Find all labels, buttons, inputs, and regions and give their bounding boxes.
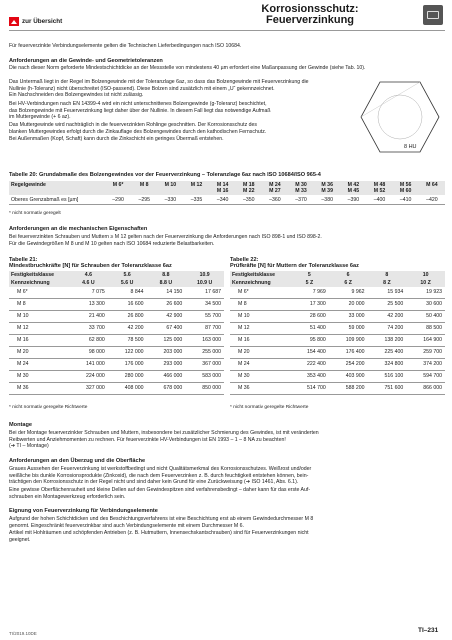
table21 <box>9 271 224 395</box>
table-header: 4.6 U <box>69 279 108 287</box>
table20-col-header: M 56 M 60 <box>393 181 419 195</box>
table-cell: –350 <box>236 195 262 205</box>
section4-p5: schrauben ein Montagewerkzeug erforderlich sein. <box>9 493 126 500</box>
table20-col-header: M 6* <box>105 181 131 195</box>
table-cell: 255 000 <box>185 347 224 359</box>
table-cell: 42 900 <box>147 311 186 323</box>
table-cell: 42 200 <box>108 323 147 335</box>
table-cell: 176 400 <box>329 347 368 359</box>
table-cell: –380 <box>314 195 340 205</box>
row-label: M 8 <box>9 299 69 311</box>
table-cell: 9 962 <box>329 287 368 299</box>
table-cell: 7 075 <box>69 287 108 299</box>
table-header: Kennzeichnung <box>230 279 290 287</box>
table-cell: 327 000 <box>69 383 108 395</box>
table-cell: 594 700 <box>406 371 445 383</box>
nut-label: 8 HU <box>404 144 417 150</box>
row-label: M 6* <box>9 287 69 299</box>
table-header: 10.9 U <box>185 279 224 287</box>
table-header: 5.6 U <box>108 279 147 287</box>
table-cell: 109 900 <box>329 335 368 347</box>
table-cell: 26 800 <box>108 311 147 323</box>
table-cell: 374 200 <box>406 359 445 371</box>
table-row <box>230 335 445 347</box>
table-cell: 19 923 <box>406 287 445 299</box>
table-header: 5 Z <box>290 279 329 287</box>
document-code: TI/2019.10DE <box>9 631 37 636</box>
home-icon <box>9 17 19 26</box>
section2-p1: Bei feuerverzinkten Schrauben und Muttern ≥ M 12 gelten nach der Feuerverzinkung die Anforderungen nach ISO 898-1 und ISO 898-2. <box>9 234 322 240</box>
table22-title-line2: Prüfkräfte [N] für Muttern der Toleranzklasse 6az <box>230 263 359 270</box>
table21-title-line1: Tabelle 21: <box>9 257 38 263</box>
section1-p2b: Nullinie (h-Toleranz) nicht überschreitet (ISO-passend). Diese Bolzen sind zusätzlich mit einem „U“ gekennzeichnet. <box>9 85 275 92</box>
row-label: M 36 <box>9 383 69 395</box>
table-cell: 17 687 <box>185 287 224 299</box>
section4-p1: Graues Aussehen der Feuerverzinkung ist werkstoffbedingt und nicht Qualitätsmerkmal des Korrosionsschutzes. Weißrost und/oder <box>9 466 312 472</box>
table-cell: 34 500 <box>185 299 224 311</box>
row-label: M 12 <box>230 323 290 335</box>
screw-icon <box>423 5 443 25</box>
table20-col-header: M 10 <box>157 181 183 195</box>
table-cell: 8 844 <box>108 287 147 299</box>
table-cell: 59 000 <box>329 323 368 335</box>
page-number: TI–231 <box>418 627 439 634</box>
section1-p4a: Das Muttergewinde wird nachträglich in die feuerverzinkten Rohlinge geschnitten. Der Korrosionsschutz des <box>9 122 257 128</box>
table20-col-header: M 12 <box>183 181 209 195</box>
table22-title-line1: Tabelle 22: <box>230 257 259 263</box>
table-header: 8.8 <box>147 271 186 279</box>
table-row <box>230 359 445 371</box>
section3-p2: Reibwerten und Anziehmomenten zu rechnen. Für feuerverzinkte HV-Verbindungen ist EN 1993 – 1 – 8 NA zu beachten! <box>9 436 286 443</box>
section1-p4b: blanken Muttergewindes erfolgt durch die Zinkauflage des Bolzengewindes durch den kathodischen Fernschutz. <box>9 128 267 135</box>
row-label: M 30 <box>230 371 290 383</box>
table-cell: 866 000 <box>406 383 445 395</box>
section-heading-mechanical: Anforderungen an die mechanischen Eigenschaften <box>9 226 148 232</box>
table-cell: 15 934 <box>368 287 407 299</box>
row-label: M 24 <box>230 359 290 371</box>
row-label: M 12 <box>9 323 69 335</box>
table-header: 8 Z <box>368 279 407 287</box>
table-header: Festigkeitsklasse <box>9 271 69 279</box>
table-cell: 408 000 <box>108 383 147 395</box>
table-cell: –360 <box>262 195 288 205</box>
table-cell: –335 <box>183 195 209 205</box>
table-cell: 25 500 <box>368 299 407 311</box>
row-label: M 16 <box>230 335 290 347</box>
table-cell: 16 600 <box>108 299 147 311</box>
table-cell: 30 600 <box>406 299 445 311</box>
table-cell: –400 <box>366 195 392 205</box>
section2-p2: Für die Gewindegrößen M 8 und M 10 gelten nach ISO 10684 reduzierte Belastbarkeiten. <box>9 241 215 247</box>
table-cell: 78 500 <box>108 335 147 347</box>
row-label: M 36 <box>230 383 290 395</box>
table-cell: –330 <box>157 195 183 205</box>
table22-body <box>230 287 445 395</box>
table-row <box>9 287 224 299</box>
table21-note: * nicht normativ geregelte Richtwerte <box>9 405 88 410</box>
section5-p2: genormt. Eingeschränkt feuerverzinkbar sind auch Verbindungselemente mit einem Durchmesser M 6. <box>9 522 244 529</box>
table-row <box>9 323 224 335</box>
page-title-line1: Korrosionsschutz: <box>261 3 359 15</box>
header-divider <box>9 30 445 31</box>
table-header: 10 <box>406 271 445 279</box>
section1-p3c: im Muttergewinde (+ 6 az). <box>9 114 71 120</box>
section1-p2a: Das Untermaß liegt in der Regel im Bolzengewinde mit der Toleranzlage 6az, so dass das Bolzengewinde mit Feuerverzinkung die <box>9 79 309 85</box>
table-header: Festigkeitsklasse <box>230 271 290 279</box>
table21-title <box>9 257 172 270</box>
section5-p1: Aufgrund der hohen Schichtdicken und des Beschichtungsverfahrens ist eine Beschichtung erst ab einem Gewindedurchmesser M 8 <box>9 516 314 522</box>
table-header: 6 <box>329 271 368 279</box>
table-row <box>230 383 445 395</box>
page-title <box>245 4 375 26</box>
table-cell: 353 400 <box>290 371 329 383</box>
row-label: M 20 <box>9 347 69 359</box>
section-heading-montage: Montage <box>9 422 32 428</box>
table-cell: 122 000 <box>108 347 147 359</box>
overview-link-label: zur Übersicht <box>22 18 63 25</box>
table-cell: 514 700 <box>290 383 329 395</box>
table-cell: 55 700 <box>185 311 224 323</box>
row-label: M 10 <box>9 311 69 323</box>
table-header: 10.9 <box>185 271 224 279</box>
table-cell: 87 700 <box>185 323 224 335</box>
section4-p4: Eine gewisse Oberflächenrauheit und kleine Dellen auf den Gewindespitzen sind verfahrensbedingt – daher kann für das erste Auf- <box>9 487 311 493</box>
table-cell: 203 000 <box>147 347 186 359</box>
table-row <box>9 359 224 371</box>
table-cell: 98 000 <box>69 347 108 359</box>
table20-row-label: Oberes Grenzabmaß es [µm] <box>9 195 105 205</box>
table-row <box>230 323 445 335</box>
table-row <box>230 311 445 323</box>
table-cell: 367 000 <box>185 359 224 371</box>
table20-title: Tabelle 20: Grundabmaße des Bolzengewindes vor der Feuerverzinkung – Toleranzlage 6az nach ISO 10684/ISO 965-4 <box>9 172 321 178</box>
table-cell: 17 300 <box>290 299 329 311</box>
table20-col-header: M 48 M 52 <box>366 181 392 195</box>
table20-note: * nicht normativ geregelt <box>9 211 61 216</box>
row-label: M 6* <box>230 287 290 299</box>
table20-col-header: M 42 M 45 <box>340 181 366 195</box>
table-cell: 466 000 <box>147 371 186 383</box>
row-label: M 30 <box>9 371 69 383</box>
table-cell: 28 600 <box>290 311 329 323</box>
table20-col-header: M 14 M 16 <box>210 181 236 195</box>
table-cell: 324 800 <box>368 359 407 371</box>
table-cell: 33 000 <box>329 311 368 323</box>
table-cell: 516 100 <box>368 371 407 383</box>
table-cell: –390 <box>340 195 366 205</box>
table-row <box>230 371 445 383</box>
section-heading-surface: Anforderungen an den Überzug und die Oberfläche <box>9 458 146 464</box>
table-cell: 50 400 <box>406 311 445 323</box>
section1-p5: Bei Außenmaßen (Kopf, Schaft) kann durch die Zinkschicht ein geringes Übermaß entstehen. <box>9 136 224 142</box>
section5-p3: Artikel mit Hohlräumen und schöpfenden Antrieben (z. B. Hutmuttern, Innensechskantschrauben) sind für Feuerverzinkungen nicht <box>9 530 309 536</box>
table21-header-row <box>9 271 224 279</box>
row-label: M 24 <box>9 359 69 371</box>
section4-p3: trächtigen den Korrosionsschutz in der Regel nicht und sind daher kein Grund für eine Zurückweisung (➔ ISO 1461, Abs. 6.1). <box>9 479 299 485</box>
table-cell: 7 969 <box>290 287 329 299</box>
table-cell: 20 000 <box>329 299 368 311</box>
table-header: 8.8 U <box>147 279 186 287</box>
table-cell: 254 200 <box>329 359 368 371</box>
table22-header-row <box>230 271 445 279</box>
table-cell: 67 400 <box>147 323 186 335</box>
table-cell: 164 900 <box>406 335 445 347</box>
page-title-line2: Feuerverzinkung <box>265 14 355 26</box>
table-cell: 154 400 <box>290 347 329 359</box>
section1-p1: Die nach dieser Norm geforderte Mindestschichtdicke an der Messstelle von mindestens 40 µm erfordert eine Maßanpassung der Gewinde (siehe Tab. 10). <box>9 65 366 71</box>
table-cell: 751 600 <box>368 383 407 395</box>
table-cell: 26 600 <box>147 299 186 311</box>
table-row <box>9 371 224 383</box>
table21-title-line2: Mindestbruchkräfte [N] für Schrauben der Toleranzklasse 6az <box>9 263 172 270</box>
section1-p2c: Ein Nachschneiden des Bolzengewindes ist nicht zulässig. <box>9 92 144 98</box>
table-cell: 13 300 <box>69 299 108 311</box>
section-heading-tolerances: Anforderungen an die Gewinde- und Geometrietoleranzen <box>9 58 163 64</box>
table22-title <box>230 257 359 270</box>
table-cell: 141 000 <box>69 359 108 371</box>
table-cell: 176 000 <box>108 359 147 371</box>
table-row <box>9 311 224 323</box>
table-cell: 33 700 <box>69 323 108 335</box>
table-cell: 62 800 <box>69 335 108 347</box>
table-cell: –290 <box>105 195 131 205</box>
table-cell: 225 400 <box>368 347 407 359</box>
table20-header-row <box>9 181 445 195</box>
table22-note: * nicht normativ geregelte Richtwerte <box>230 405 309 410</box>
table-header: Kennzeichnung <box>9 279 69 287</box>
table-row <box>9 347 224 359</box>
section1-p3b: das Bolzengewinde mit Feuerverzinkung liegt daher über der Nullinie. In diesem Fall liegt das notwendige Aufmaß <box>9 107 271 114</box>
table-cell: –420 <box>419 195 445 205</box>
table-cell: 42 200 <box>368 311 407 323</box>
table-header: 8 <box>368 271 407 279</box>
table-cell: 138 200 <box>368 335 407 347</box>
table-header: 10 Z <box>406 279 445 287</box>
table-cell: 678 000 <box>147 383 186 395</box>
section1-p3a: Bei HV-Verbindungen nach EN 14399-4 wird ein nicht unterschnittenes Bolzengewinde (g-Toleranz) beschichtet, <box>9 101 267 107</box>
table-cell: 850 000 <box>185 383 224 395</box>
table21-header-row <box>9 279 224 287</box>
overview-link[interactable] <box>9 17 62 26</box>
table20-col-header: M 30 M 33 <box>288 181 314 195</box>
table-cell: 14 150 <box>147 287 186 299</box>
table-header: 6 Z <box>329 279 368 287</box>
table20-header-label: Regelgewinde <box>9 181 105 195</box>
table-cell: 583 000 <box>185 371 224 383</box>
table-cell: –410 <box>393 195 419 205</box>
table-row <box>9 299 224 311</box>
row-label: M 10 <box>230 311 290 323</box>
table-cell: 222 400 <box>290 359 329 371</box>
table-row <box>230 347 445 359</box>
table-row <box>230 299 445 311</box>
table-cell: 293 000 <box>147 359 186 371</box>
table-cell: 125 000 <box>147 335 186 347</box>
table20 <box>9 181 445 205</box>
table-cell: 21 400 <box>69 311 108 323</box>
table-header: 4.6 <box>69 271 108 279</box>
table-cell: 95 800 <box>290 335 329 347</box>
table-row <box>9 383 224 395</box>
table-header: 5 <box>290 271 329 279</box>
row-label: M 8 <box>230 299 290 311</box>
table-cell: 163 000 <box>185 335 224 347</box>
section5-p4: geeignet. <box>9 536 31 543</box>
table-row <box>9 195 445 205</box>
table-cell: 588 200 <box>329 383 368 395</box>
table-cell: 259 700 <box>406 347 445 359</box>
table20-col-header: M 64 <box>419 181 445 195</box>
table-row <box>230 287 445 299</box>
table20-col-header: M 18 M 22 <box>236 181 262 195</box>
table-cell: 280 000 <box>108 371 147 383</box>
table-cell: –370 <box>288 195 314 205</box>
table22-header-row <box>230 279 445 287</box>
table-cell: –295 <box>131 195 157 205</box>
hex-nut-illustration <box>360 80 440 154</box>
table20-col-header: M 24 M 27 <box>262 181 288 195</box>
table-cell: 403 900 <box>329 371 368 383</box>
table-header: 5.6 <box>108 271 147 279</box>
table-cell: 224 000 <box>69 371 108 383</box>
table21-body <box>9 287 224 395</box>
row-label: M 16 <box>9 335 69 347</box>
section-heading-suitability: Eignung von Feuerverzinkung für Verbindungselemente <box>9 508 158 514</box>
section3-p1: Bei der Montage feuerverzinkter Schrauben und Muttern, insbesondere bei zusätzlicher Schmierung des Gewindes, ist mit veränderten <box>9 430 319 436</box>
intro-text: Für feuerverzinkte Verbindungselemente gelten die Technischen Lieferbedingungen nach ISO 10684. <box>9 43 242 49</box>
table-cell: –340 <box>210 195 236 205</box>
table20-col-header: M 8 <box>131 181 157 195</box>
table20-col-header: M 36 M 39 <box>314 181 340 195</box>
table-cell: 88 500 <box>406 323 445 335</box>
section3-p3-link[interactable]: (➔ TI – Montage) <box>9 443 49 449</box>
table-cell: 74 200 <box>368 323 407 335</box>
table22 <box>230 271 445 395</box>
section4-p2: weißliche bis dunkle Korrosionsprodukte (Zinkoxid), die nach dem Feuerverzinken z. B. durch feuchtigkeit entstehen können, bein- <box>9 472 309 479</box>
table-cell: 51 400 <box>290 323 329 335</box>
table-row <box>9 335 224 347</box>
row-label: M 20 <box>230 347 290 359</box>
